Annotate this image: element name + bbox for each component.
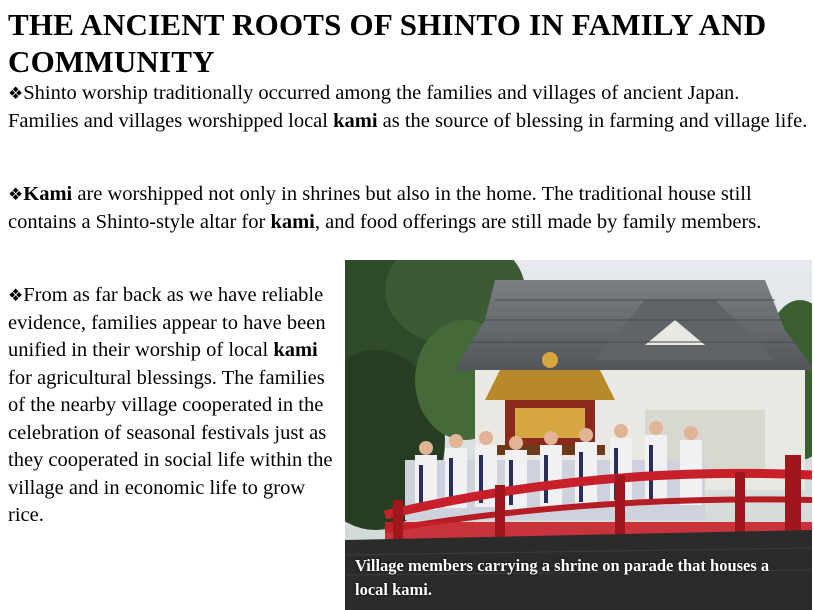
bullet-diamond-icon: ❖ [8,286,24,305]
shrine-parade-photo [345,260,812,610]
paragraph-text: as the source of blessing in farming and village life. [377,109,808,132]
slide-title: THE ANCIENT ROOTS OF SHINTO IN FAMILY AND COMMUNITY [8,7,767,79]
paragraph-text: are worshipped not only in shrines but also in the home. The traditional house still contains a Shinto-style altar for [8,183,752,233]
kami-emphasis: kami [273,339,318,361]
photo-caption: Village members carrying a shrine on parade that houses a local kami. [355,556,770,599]
paragraph-village-festivals [8,282,338,530]
paragraph-text: Shinto worship traditionally occurred among the families and villages of ancient Japan. Families and villages worshipped local [8,82,740,132]
kami-emphasis: kami [270,210,315,233]
bullet-diamond-icon: ❖ [8,84,24,103]
paragraph-text: , and food offerings are still made by family members. [314,210,762,233]
bullet-diamond-icon: ❖ [8,185,24,204]
paragraph-farming-blessing [8,80,808,135]
paragraph-text: From as far back as we have reliable evidence, families appear to have been unified in their worship of local [8,284,326,361]
kami-emphasis: Kami [23,183,73,205]
paragraph-text: for agricultural blessings. The families of the nearby village cooperated in the celebration of seasonal festivals just as they cooperated in social life within the village and in economic life to grow rice. [8,366,333,526]
kami-emphasis: kami [333,109,378,132]
paragraph-home-altar [8,181,808,236]
